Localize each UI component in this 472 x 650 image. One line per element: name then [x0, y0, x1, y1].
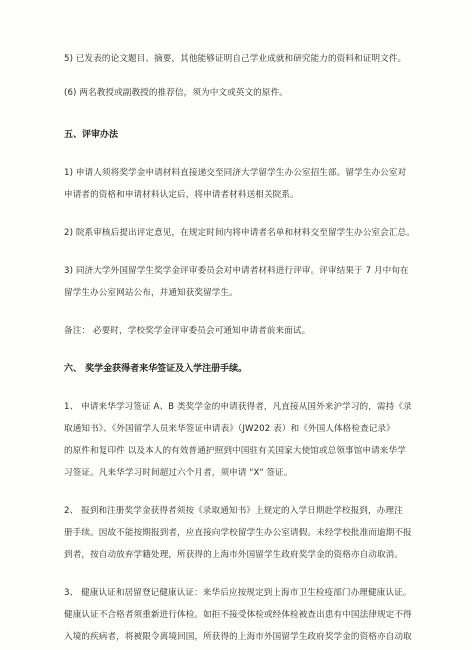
- list-item-5: 5) 已发表的论文题目、摘要，其他能够证明自己学业成就和研究能力的资料和证明文件。: [64, 54, 407, 64]
- section-6-para-1-line-4: 习签证。凡来华学习时间超过六个月者，须申请 "X" 签证。: [64, 468, 293, 478]
- note: 备注： 必要时，学校奖学金评审委员会可通知申请者前来面试。: [64, 326, 311, 336]
- section-5-para-3-line-2: 留学生办公室网站公布，并通知获奖留学生。: [64, 288, 238, 298]
- section-6-para-2-line-1: 2、 报到和注册奖学金获得者须按《录取通知书》上规定的入学日期赴学校报到，办理注: [64, 506, 403, 516]
- section-5-para-1-line-1: 1) 申请人须将奖学金申请材料直接递交至同济大学留学生办公室招生部。留学生办公室对: [64, 168, 407, 178]
- section-6-para-3-line-3: 入境的疾病者，将被限令离境回国，所获得的上海市外国留学生政府奖学金的资格亦自动取: [64, 632, 412, 642]
- section-5-para-1-line-2: 申请者的资格和申请材料认定后，将申请者材料送相关院系。: [64, 190, 299, 200]
- section-6-para-1-line-3: 的原件和复印件 以及本人的有效普通护照到中国驻有关国家大使馆或总领事馆申请来华学: [64, 446, 406, 456]
- section-6-title: 六、 奖学金获得者来华签证及入学注册手续。: [64, 364, 248, 374]
- section-6-para-2-line-3: 到者，按自动放弃学籍处理，所获得的上海市外国留学生政府奖学金的资格亦自动取消。: [64, 550, 404, 560]
- section-6-para-1-line-2: 取通知书》、《外国留学人员来华签证申请表》（JW202 表）和《外国人体格检查记录》: [64, 424, 395, 434]
- section-5-para-3-line-1: 3) 同济大学外国留学生奖学金评审委员会对申请者材料进行评审。评审结果于 7 月中旬在: [64, 266, 409, 276]
- section-6-para-3-line-2: 健康认证不合格者须重新进行体检。如拒不接受体检或经体检被查出患有中国法律规定不得: [64, 610, 412, 620]
- list-item-6: (6) 两名教授或副教授的推荐信，须为中文或英文的原件。: [64, 88, 288, 98]
- section-6-para-3-line-1: 3、 健康认证和居留登记健康认证：来华后应按规定到上海市卫生检疫部门办理健康认证。: [64, 588, 412, 598]
- section-5-title: 五、评审办法: [64, 130, 119, 140]
- section-5-para-2: 2) 院系审核后提出评定意见，在规定时间内将申请者名单和材料交至留学生办公室会汇总。: [64, 228, 415, 238]
- section-6-para-2-line-2: 册手续。因故不能按期报到者，应直接向学校留学生办公室请假。未经学校批准而逾期不报: [64, 528, 412, 538]
- section-6-para-1-line-1: 1、 申请来华学习签证 A、B 类奖学金的申请获得者，凡直接从国外来沪学习的，需持《录: [64, 402, 412, 412]
